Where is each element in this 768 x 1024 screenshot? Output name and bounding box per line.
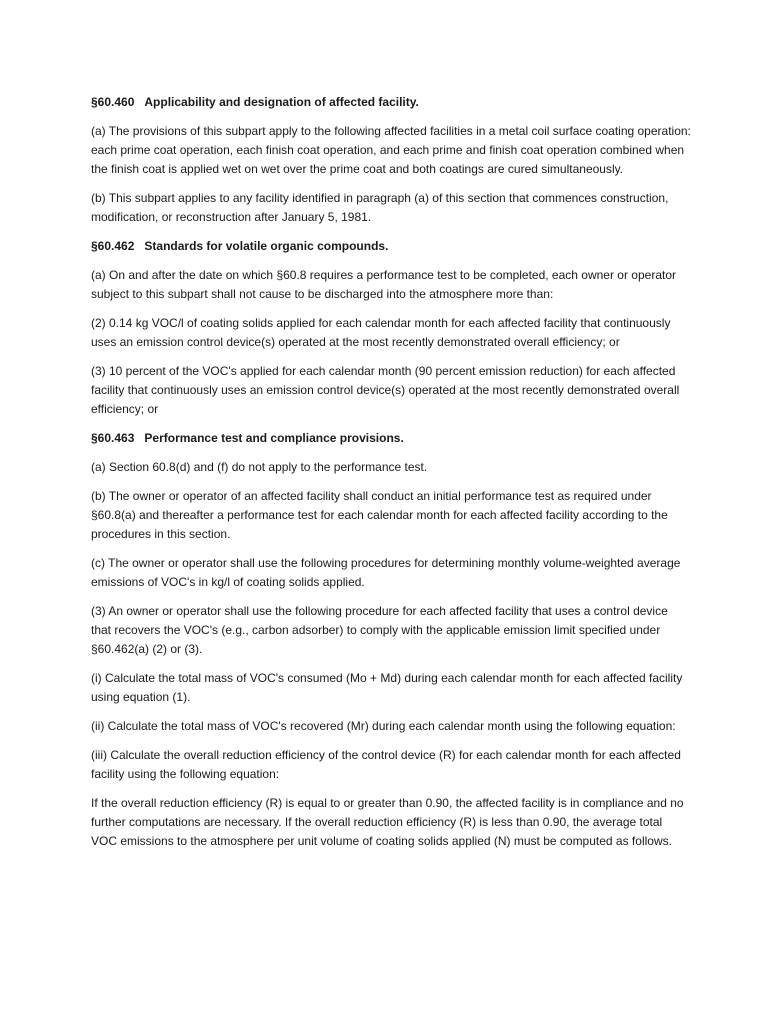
paragraph: If the overall reduction efficiency (R) is equal to or greater than 0.90, the affected facility is in compliance and no further computations are necessary. If the overall reduction efficiency (R) is less than 0.90, the average total VOC emissions to the atmosphere per unit volume of coating solids applied (N) must be computed as follows.: [91, 796, 684, 848]
paragraph: (2) 0.14 kg VOC/l of coating solids applied for each calendar month for each affected facility that continuously uses an emission control device(s) operated at the most recently demonstrated overall efficiency; or: [91, 316, 671, 349]
paragraph: (a) On and after the date on which §60.8 requires a performance test to be completed, each owner or operator subject to this subpart shall not cause to be discharged into the atmosphere more than:: [91, 268, 677, 301]
section-title: Performance test and compliance provisions.: [144, 431, 404, 445]
section-heading-60-460: [91, 93, 691, 112]
paragraph: (3) 10 percent of the VOC's applied for each calendar month (90 percent emission reduction) for each affected facility that continuously uses an emission control device(s) operated at the most recently demonstrated overall efficiency; or: [91, 364, 680, 416]
paragraph: (a) The provisions of this subpart apply to the following affected facilities in a metal coil surface coating operation: each prime coat operation, each finish coat operation, and each prime and finish coat operation combined when the finish coat is applied wet on wet over the prime coat and both coatings are cured simultaneously.: [91, 124, 691, 176]
paragraph: (a) Section 60.8(d) and (f) do not apply to the performance test.: [91, 460, 428, 474]
paragraph: (iii) Calculate the overall reduction efficiency of the control device (R) for each calendar month for each affected facility using the following equation:: [91, 748, 681, 781]
section-title: Standards for volatile organic compounds.: [144, 239, 389, 253]
section-number: §60.462: [91, 239, 135, 253]
section-title: Applicability and designation of affected facility.: [144, 95, 419, 109]
section-heading-60-462: [91, 237, 691, 256]
section-number: §60.460: [91, 95, 135, 109]
paragraph: (b) The owner or operator of an affected facility shall conduct an initial performance test as required under §60.8(a) and thereafter a performance test for each calendar month for each affected facility according to the procedures in this section.: [91, 489, 668, 541]
section-number: §60.463: [91, 431, 135, 445]
paragraph: (i) Calculate the total mass of VOC's consumed (Mo + Md) during each calendar month for each affected facility using equation (1).: [91, 671, 683, 704]
document-page: [91, 93, 691, 861]
paragraph: (b) This subpart applies to any facility identified in paragraph (a) of this section that commences construction, modification, or reconstruction after January 5, 1981.: [91, 191, 669, 224]
paragraph: (3) An owner or operator shall use the following procedure for each affected facility that uses a control device that recovers the VOC's (e.g., carbon adsorber) to comply with the applicable emission limit specified under §60.462(a) (2) or (3).: [91, 604, 668, 656]
section-heading-60-463: [91, 429, 691, 448]
paragraph: (c) The owner or operator shall use the following procedures for determining monthly volume-weighted average emissions of VOC's in kg/l of coating solids applied.: [91, 556, 681, 589]
paragraph: (ii) Calculate the total mass of VOC's recovered (Mr) during each calendar month using the following equation:: [91, 719, 676, 733]
